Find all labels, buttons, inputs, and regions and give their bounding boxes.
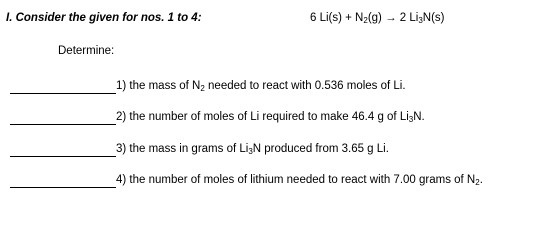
question-part: 4) the number of moles of lithium needed to react with 7.00 grams of N [116, 174, 476, 186]
equation-subscript: 3 [418, 16, 423, 25]
question-subscript: 2 [200, 84, 205, 93]
equation-subscript: 2 [363, 16, 368, 25]
question-text [116, 111, 425, 124]
arrow-icon: → [385, 12, 397, 24]
question-part: N. [413, 111, 425, 123]
question-part: 1) the mass of N [116, 80, 201, 92]
question-subscript: 2 [475, 178, 480, 187]
equation-part: 6 Li(s) + N [310, 12, 364, 24]
question-part: N produced from 3.65 g Li. [252, 143, 389, 155]
answer-blank[interactable] [10, 156, 116, 157]
question-2 [10, 111, 530, 127]
section-heading: I. Consider the given for nos. 1 to 4: [6, 12, 202, 24]
determine-label: Determine: [58, 45, 115, 57]
question-text [116, 143, 389, 156]
question-text [116, 80, 406, 93]
equation-part: 2 Li [396, 12, 419, 24]
equation-part: N(s) [422, 12, 445, 24]
question-part: 3) the mass in grams of Li [116, 143, 249, 155]
question-subscript: 3 [408, 115, 414, 124]
question-part: . [479, 174, 483, 186]
question-part: needed to react with 0.536 moles of Li. [204, 80, 406, 92]
question-text [116, 174, 483, 187]
question-part: 2) the number of moles of Li required to make 46.4 g of Li [116, 111, 409, 123]
answer-blank[interactable] [10, 124, 116, 125]
answer-blank[interactable] [10, 93, 116, 94]
question-1 [10, 80, 530, 96]
equation-part: (g) [367, 12, 386, 24]
question-subscript: 3 [248, 147, 253, 156]
chemical-equation [310, 12, 445, 25]
answer-blank[interactable] [10, 187, 116, 188]
question-4 [10, 174, 530, 190]
question-3 [10, 143, 530, 159]
